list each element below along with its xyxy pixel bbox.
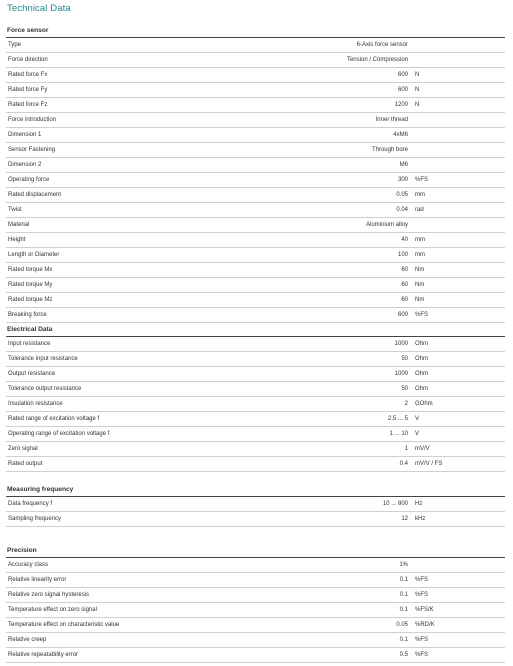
spec-label: Relative linearity error xyxy=(8,577,67,583)
spec-label: Rated displacement xyxy=(8,192,62,198)
spec-row xyxy=(6,648,505,663)
spec-unit: %FS xyxy=(415,652,429,658)
section-precision xyxy=(6,544,505,663)
spec-label: Rated force Fx xyxy=(8,72,48,78)
section-force-sensor xyxy=(6,24,505,323)
spec-value: 1000 xyxy=(394,371,408,377)
spec-unit: mm xyxy=(415,237,425,243)
spec-unit: Nm xyxy=(415,297,425,303)
spec-label: Relative creep xyxy=(8,637,47,643)
spec-unit: V xyxy=(415,416,420,422)
spec-value: 0.4 xyxy=(399,461,408,467)
spec-row xyxy=(6,218,505,233)
spec-value: 60 xyxy=(401,267,408,273)
spec-row xyxy=(6,588,505,603)
spec-value: 0.1 xyxy=(399,607,408,613)
spec-label: Dimension 2 xyxy=(8,162,42,168)
spec-value: 600 xyxy=(397,72,408,78)
spec-label: Force direction xyxy=(8,57,48,63)
spec-unit: kHz xyxy=(415,516,426,522)
spec-unit: %FS xyxy=(415,177,429,183)
spec-label: Temperature effect on characteristic value xyxy=(8,622,120,628)
spec-row xyxy=(6,618,505,633)
spec-label: Temperature effect on zero signal xyxy=(8,607,97,613)
spec-value: 300 xyxy=(397,177,408,183)
spec-value: 0.05 xyxy=(396,622,408,628)
spec-value: 1 ... 10 xyxy=(389,431,408,437)
spec-table xyxy=(6,558,505,663)
spec-row xyxy=(6,442,505,457)
spec-label: Operating range of excitation voltage f xyxy=(8,431,110,437)
spec-value: 1200 xyxy=(394,102,408,108)
spec-value: 12 xyxy=(401,516,408,522)
spec-unit: %FS xyxy=(415,637,429,643)
spec-value: 60 xyxy=(401,282,408,288)
spec-label: Sampling frequency xyxy=(8,516,62,522)
spec-row xyxy=(6,603,505,618)
spec-value: 50 xyxy=(401,386,408,392)
spec-label: Operating force xyxy=(8,177,50,183)
spec-row xyxy=(6,233,505,248)
spec-value: 1000 xyxy=(394,341,408,347)
spec-row xyxy=(6,38,505,53)
spec-table xyxy=(6,38,505,323)
spec-unit: %RD/K xyxy=(415,622,435,628)
spec-unit: mm xyxy=(415,252,425,258)
spec-unit: N xyxy=(415,87,420,93)
spec-value: Inner thread xyxy=(375,117,408,123)
spec-value: 4xM6 xyxy=(393,132,408,138)
section-title: Measuring frequency xyxy=(6,483,505,497)
spec-value: 0.04 xyxy=(396,207,408,213)
spec-label: Insulation resistance xyxy=(8,401,63,407)
spec-row xyxy=(6,278,505,293)
spec-row xyxy=(6,188,505,203)
spec-unit: V xyxy=(415,431,420,437)
spec-label: Tolerance input resistance xyxy=(8,356,78,362)
spec-label: Rated torque Mz xyxy=(8,297,53,303)
spec-unit: %FS xyxy=(415,577,429,583)
spec-row xyxy=(6,248,505,263)
spec-value: 40 xyxy=(401,237,408,243)
spec-value: 6-Axis force sensor xyxy=(356,42,408,48)
spec-row xyxy=(6,397,505,412)
section-measuring-frequency xyxy=(6,483,505,527)
spec-row xyxy=(6,203,505,218)
spec-label: Rated force Fz xyxy=(8,102,48,108)
spec-label: Rated torque Mx xyxy=(8,267,53,273)
spec-label: Zero signal xyxy=(8,446,38,452)
spec-label: Twist xyxy=(8,207,22,213)
spec-unit: rad xyxy=(415,207,424,213)
section-title: Precision xyxy=(6,544,505,558)
spec-row xyxy=(6,173,505,188)
spec-row xyxy=(6,412,505,427)
spec-value: 0.1 xyxy=(399,637,408,643)
spec-unit: %FS xyxy=(415,592,429,598)
spec-label: Output resistance xyxy=(8,371,56,377)
spec-label: Material xyxy=(8,222,30,228)
spec-unit: Ohm xyxy=(415,386,429,392)
spec-row xyxy=(6,128,505,143)
spec-value: 0.5 xyxy=(399,652,408,658)
spec-label: Force introduction xyxy=(8,117,57,123)
spec-row xyxy=(6,98,505,113)
spec-label: Dimension 1 xyxy=(8,132,42,138)
spec-value: 1% xyxy=(399,562,408,568)
spec-row xyxy=(6,633,505,648)
spec-value: 2 xyxy=(404,401,408,407)
spec-unit: Ohm xyxy=(415,341,429,347)
spec-value: 100 xyxy=(397,252,408,258)
spec-value: 2.5 ... 5 xyxy=(387,416,408,422)
spec-row xyxy=(6,308,505,323)
spec-row xyxy=(6,427,505,442)
section-electrical-data xyxy=(6,323,505,472)
spec-row xyxy=(6,367,505,382)
spec-row xyxy=(6,83,505,98)
spec-label: Data frequency f xyxy=(8,501,53,507)
spec-row xyxy=(6,263,505,278)
spec-row xyxy=(6,68,505,83)
spec-unit: Ohm xyxy=(415,371,429,377)
spec-row xyxy=(6,457,505,472)
spec-label: Accuracy class xyxy=(8,562,49,568)
spec-row xyxy=(6,293,505,308)
spec-row xyxy=(6,497,505,512)
spec-unit: Hz xyxy=(415,501,423,507)
spec-row xyxy=(6,352,505,367)
spec-unit: Ohm xyxy=(415,356,429,362)
spec-unit: N xyxy=(415,102,420,108)
spec-table xyxy=(6,337,505,472)
spec-value: M6 xyxy=(399,162,408,168)
spec-value: 1 xyxy=(404,446,408,452)
spec-unit: GOhm xyxy=(415,401,433,407)
spec-row xyxy=(6,512,505,527)
spec-row xyxy=(6,573,505,588)
spec-row xyxy=(6,143,505,158)
page-title: Technical Data xyxy=(7,3,71,14)
spec-label: Rated force Fy xyxy=(8,87,48,93)
spec-unit: mV/V / FS xyxy=(415,461,443,467)
spec-value: 0.1 xyxy=(399,577,408,583)
spec-row xyxy=(6,53,505,68)
spec-unit: %FS xyxy=(415,312,429,318)
spec-label: Rated range of excitation voltage f xyxy=(8,416,100,422)
spec-unit: %FS/K xyxy=(415,607,434,613)
spec-label: Rated torque My xyxy=(8,282,53,288)
spec-row xyxy=(6,337,505,352)
spec-label: Length or Diameter xyxy=(8,252,60,258)
spec-label: Type xyxy=(8,42,22,48)
spec-value: 10 ... 800 xyxy=(382,501,408,507)
spec-label: Relative zero signal hysteresis xyxy=(8,592,90,598)
spec-value: 600 xyxy=(397,87,408,93)
spec-row xyxy=(6,158,505,173)
spec-unit: mm xyxy=(415,192,425,198)
spec-label: Rated output xyxy=(8,461,43,467)
spec-row xyxy=(6,558,505,573)
spec-value: 600 xyxy=(397,312,408,318)
spec-unit: Nm xyxy=(415,282,425,288)
spec-value: 50 xyxy=(401,356,408,362)
section-title: Force sensor xyxy=(6,24,505,38)
spec-unit: N xyxy=(415,72,420,78)
spec-table xyxy=(6,497,505,527)
spec-label: Relative repeatability error xyxy=(8,652,79,658)
spec-value: 0.1 xyxy=(399,592,408,598)
spec-label: Sensor Fastening xyxy=(8,147,56,153)
spec-label: Input resistance xyxy=(8,341,51,347)
spec-value: 0.05 xyxy=(396,192,408,198)
spec-label: Tolerance output resistance xyxy=(8,386,82,392)
spec-unit: Nm xyxy=(415,267,425,273)
spec-value: 60 xyxy=(401,297,408,303)
spec-value: Through bore xyxy=(371,147,408,153)
spec-row xyxy=(6,113,505,128)
spec-unit: mV/V xyxy=(415,446,430,452)
spec-value: Tension / Compression xyxy=(346,57,408,63)
spec-value: Aluminium alloy xyxy=(365,222,408,228)
section-title: Electrical Data xyxy=(6,323,505,337)
spec-row xyxy=(6,382,505,397)
spec-label: Breaking force xyxy=(8,312,47,318)
spec-label: Height xyxy=(8,237,26,243)
